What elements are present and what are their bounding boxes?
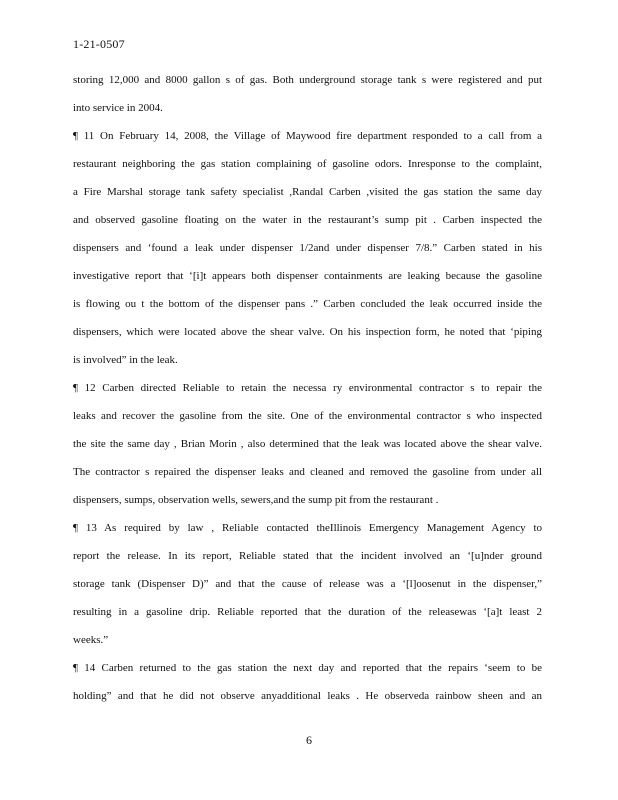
body-line: ¶ 13 As required by law , Reliable contacted theIllinois Emergency Management Agency to	[73, 522, 542, 534]
body-line: ¶ 11 On February 14, 2008, the Village of Maywood fire department responded to a call from a	[73, 130, 542, 142]
page-number: 6	[306, 733, 312, 747]
body-line: weeks.”	[73, 634, 109, 646]
body-line: ¶ 14 Carben returned to the gas station the next day and reported that the repairs ‘seem to be	[73, 662, 542, 674]
body-line: dispensers, which were located above the shear valve. On his inspection form, he noted that ‘piping	[73, 326, 542, 338]
body-line: resulting in a gasoline drip. Reliable reported that the duration of the releasewas ‘[a]t least 2	[73, 606, 542, 618]
body-line: report the release. In its report, Reliable stated that the incident involved an ‘[u]nder ground	[73, 550, 542, 562]
body-line: investigative report that ‘[i]t appears both dispenser containments are leaking because the gasoline	[73, 270, 542, 282]
body-line: the site the same day , Brian Morin , also determined that the leak was located above the shear valve.	[73, 438, 542, 450]
body-line: storage tank (Dispenser D)” and that the cause of release was a ‘[l]oosenut in the dispenser,”	[73, 578, 542, 590]
body-line: holding” and that he did not observe anyadditional leaks . He observeda rainbow sheen and an	[73, 690, 542, 702]
body-line: is involved” in the leak.	[73, 354, 178, 366]
body-line: is flowing ou t the bottom of the dispenser pans .” Carben concluded the leak occurred inside the	[73, 298, 542, 310]
body-line: The contractor s repaired the dispenser leaks and cleaned and removed the gasoline from under all	[73, 466, 542, 478]
body-line: leaks and recover the gasoline from the site. One of the environmental contractor s who inspected	[73, 410, 542, 422]
body-line: dispensers and ‘found a leak under dispenser 1/2and under dispenser 7/8.” Carben stated in his	[73, 242, 542, 254]
body-line: a Fire Marshal storage tank safety specialist ,Randal Carben ,visited the gas station the same day	[73, 186, 542, 198]
body-line: storing 12,000 and 8000 gallon s of gas. Both underground storage tank s were registered and put	[73, 74, 542, 86]
case-number: 1-21-0507	[73, 37, 125, 51]
body-line: restaurant neighboring the gas station complaining of gasoline odors. Inresponse to the complaint,	[73, 158, 542, 170]
body-line: ¶ 12 Carben directed Reliable to retain the necessa ry environmental contractor s to repair the	[73, 382, 542, 394]
body-line: into service in 2004.	[73, 102, 163, 114]
body-line: dispensers, sumps, observation wells, sewers,and the sump pit from the restaurant .	[73, 494, 439, 506]
body-line: and observed gasoline floating on the water in the restaurant’s sump pit . Carben inspected the	[73, 214, 542, 226]
